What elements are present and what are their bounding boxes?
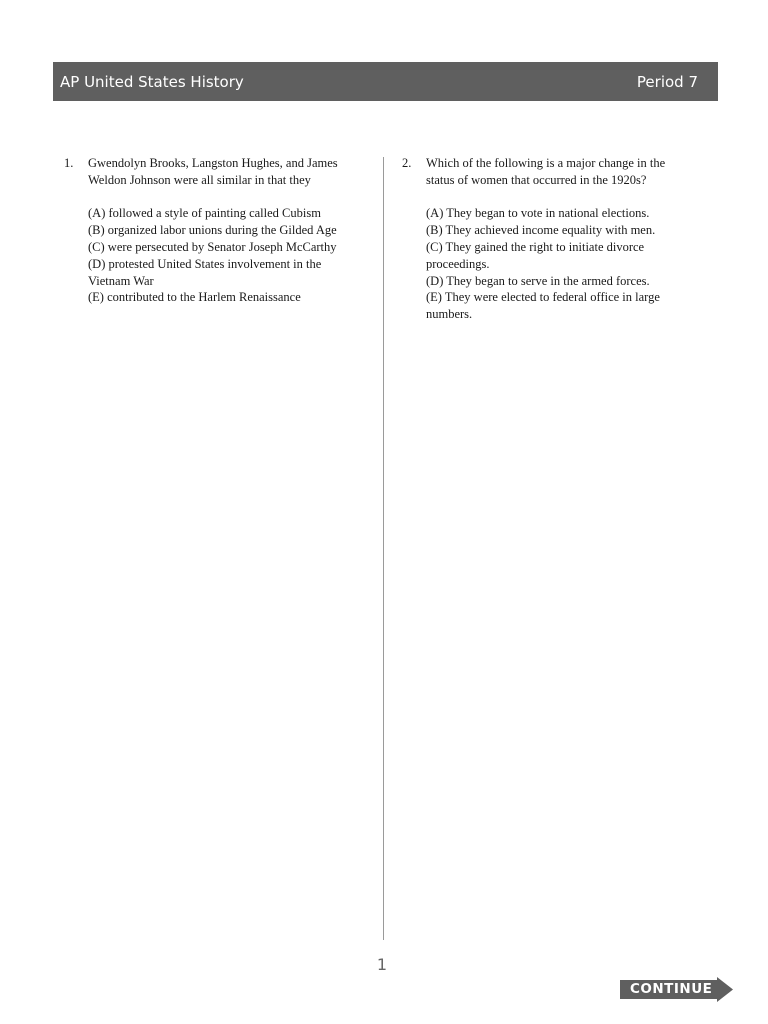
answer-choice-a[interactable]: (A) They began to vote in national elections. bbox=[426, 206, 650, 221]
question-2 bbox=[402, 155, 686, 323]
page-number: 1 bbox=[376, 955, 388, 974]
course-title: AP United States History bbox=[60, 72, 244, 91]
column-divider bbox=[383, 157, 384, 940]
question-1 bbox=[64, 155, 340, 306]
answer-choice-c[interactable]: (C) were persecuted by Senator Joseph McCarthy bbox=[88, 239, 337, 254]
answer-choice-e[interactable]: (E) They were elected to federal office in large numbers. bbox=[426, 290, 660, 322]
answer-choice-a[interactable]: (A) followed a style of painting called Cubism bbox=[88, 206, 321, 221]
question-stem: Gwendolyn Brooks, Langston Hughes, and James Weldon Johnson were all similar in that they bbox=[88, 156, 338, 187]
period-label: Period 7 bbox=[636, 72, 698, 91]
continue-button[interactable] bbox=[620, 977, 733, 1002]
question-stem: Which of the following is a major change in the status of women that occurred in the 1920s? bbox=[426, 156, 666, 187]
answer-choice-d[interactable]: (D) They began to serve in the armed forces. bbox=[426, 273, 650, 288]
answer-choice-b[interactable]: (B) They achieved income equality with men. bbox=[426, 223, 656, 238]
answer-choice-e[interactable]: (E) contributed to the Harlem Renaissance bbox=[88, 290, 301, 305]
question-number: 1. bbox=[64, 156, 74, 170]
answer-choice-b[interactable]: (B) organized labor unions during the Gilded Age bbox=[88, 223, 337, 238]
answer-choice-d[interactable]: (D) protested United States involvement in the Vietnam War bbox=[88, 256, 322, 288]
continue-label: CONTINUE bbox=[630, 981, 713, 997]
page-header bbox=[53, 62, 718, 101]
question-number: 2. bbox=[402, 156, 412, 170]
answer-choice-c[interactable]: (C) They gained the right to initiate divorce proceedings. bbox=[426, 239, 645, 271]
